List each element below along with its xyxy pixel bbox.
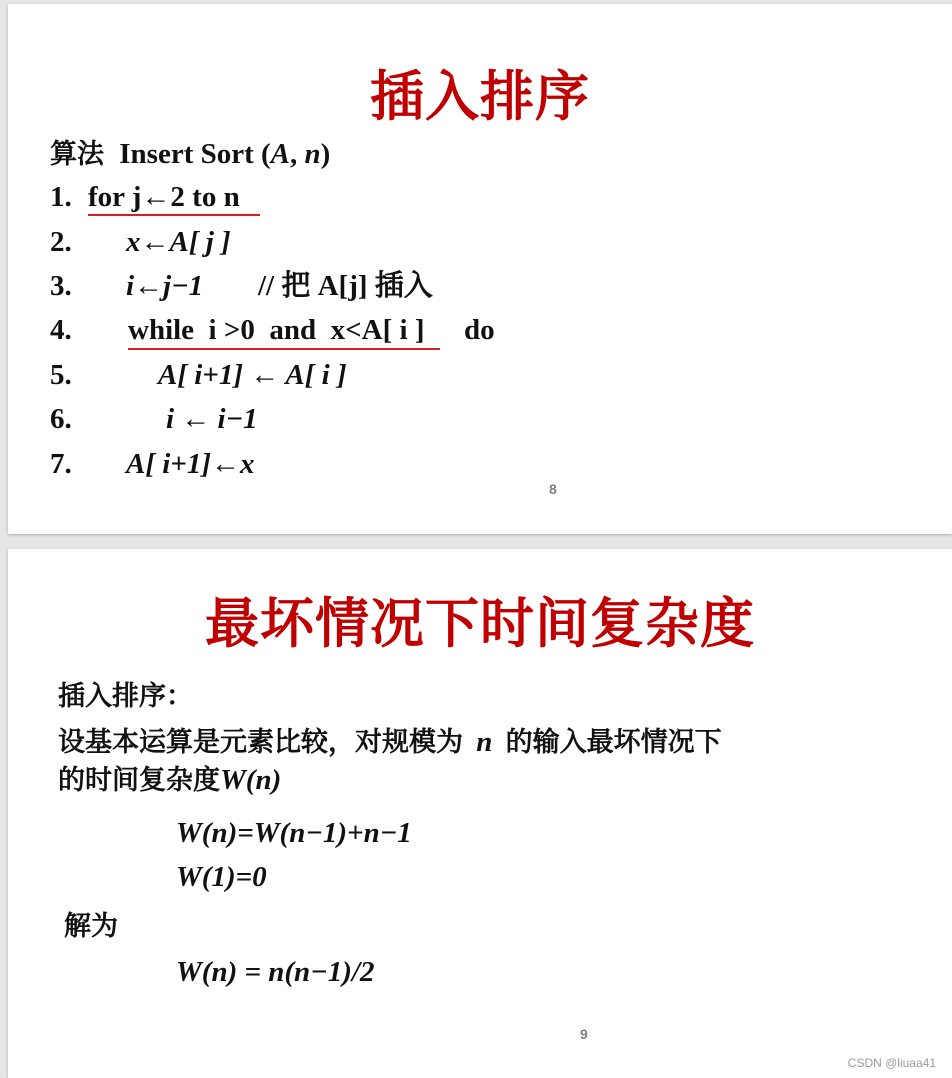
page-number: 8 bbox=[549, 481, 557, 497]
code-comment: // 把 A[j] 插入 bbox=[258, 270, 433, 302]
line-number: 5. bbox=[50, 359, 72, 391]
code-text: x←A[ j ] bbox=[126, 226, 231, 258]
code-keyword-do: do bbox=[464, 314, 495, 346]
code-text: A[ i+1] ← A[ i ] bbox=[158, 359, 347, 391]
description-n: n bbox=[476, 726, 493, 758]
algorithm-label: 算法 bbox=[50, 139, 104, 170]
algorithm-name: Insert Sort ( bbox=[119, 138, 271, 170]
highlight-underline bbox=[88, 214, 260, 216]
line-number: 3. bbox=[50, 270, 72, 302]
algorithm-comma: , bbox=[290, 138, 305, 170]
description-text-end: 的输入最坏情况下 bbox=[505, 727, 722, 758]
line-number: 4. bbox=[50, 314, 72, 346]
algorithm-header bbox=[50, 136, 330, 173]
slide-worst-case bbox=[8, 549, 952, 1078]
line-number: 6. bbox=[50, 403, 72, 435]
algorithm-param-a: A bbox=[270, 138, 291, 170]
line-number: 2. bbox=[50, 226, 72, 258]
solve-label: 解为 bbox=[64, 911, 118, 942]
code-text: A[ i+1]←x bbox=[126, 448, 255, 480]
description-math: W(n) bbox=[220, 764, 282, 796]
equation-solution: W(n) = n(n−1)/2 bbox=[176, 956, 375, 988]
watermark: CSDN @liuaa41 bbox=[847, 1056, 936, 1070]
line-number: 1. bbox=[50, 181, 72, 213]
algorithm-param-n: n bbox=[304, 138, 321, 170]
highlight-underline bbox=[128, 348, 440, 350]
description-line-1 bbox=[58, 724, 722, 761]
line-number: 7. bbox=[50, 448, 72, 480]
slide-title: 最坏情况下时间复杂度 bbox=[205, 592, 755, 655]
page-number: 9 bbox=[580, 1026, 588, 1042]
code-text: for j←2 to n bbox=[88, 181, 240, 213]
code-text: i←j−1 bbox=[126, 270, 204, 302]
subtitle: 插入排序： bbox=[58, 681, 193, 712]
code-text: i ← i−1 bbox=[166, 403, 258, 435]
equation-base-case: W(1)=0 bbox=[176, 861, 267, 893]
slide-title: 插入排序 bbox=[370, 65, 590, 128]
equation-recurrence: W(n)=W(n−1)+n−1 bbox=[176, 817, 412, 849]
description-text: 的时间复杂度 bbox=[58, 765, 220, 796]
algorithm-close: ) bbox=[320, 138, 331, 170]
description-line-2 bbox=[58, 762, 281, 799]
slide-insert-sort bbox=[8, 4, 952, 534]
description-text: 设基本运算是元素比较，对规模为 bbox=[58, 727, 463, 758]
code-text: while i >0 and x<A[ i ] bbox=[128, 314, 425, 346]
